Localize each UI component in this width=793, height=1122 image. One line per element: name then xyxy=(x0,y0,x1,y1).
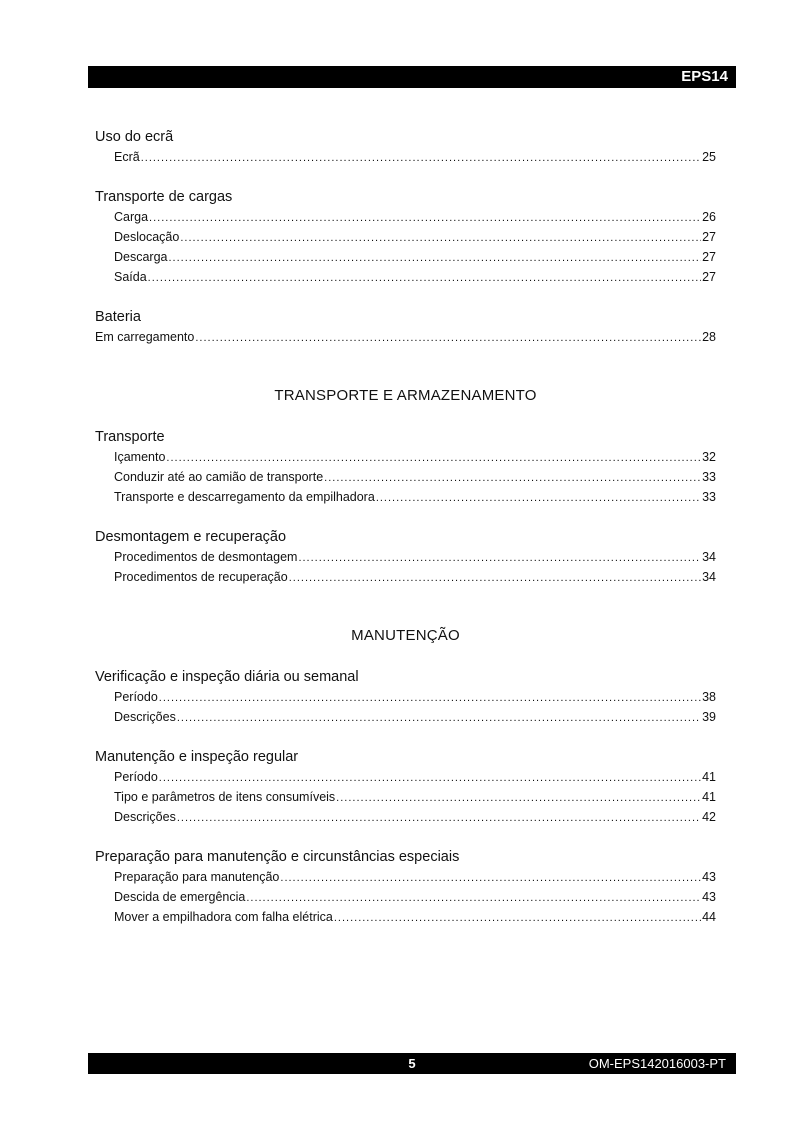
header-bar xyxy=(88,66,736,88)
toc-entry[interactable] xyxy=(114,909,716,926)
toc-entry[interactable] xyxy=(114,769,716,786)
toc-entry[interactable] xyxy=(114,209,716,226)
toc-entry[interactable] xyxy=(95,329,716,346)
toc-entry[interactable] xyxy=(114,569,716,586)
toc-entry-label: Mover a empilhadora com falha elétrica xyxy=(114,910,333,924)
toc-entry-label: Conduzir até ao camião de transporte xyxy=(114,470,324,484)
dot-leader xyxy=(149,210,701,226)
part-title: TRANSPORTE E ARMAZENAMENTO xyxy=(274,387,537,404)
toc-entry-label: Transporte e descarregamento da empilhadora xyxy=(114,490,375,504)
dot-leader xyxy=(177,710,701,726)
toc-entry-label: Saída xyxy=(114,270,147,284)
toc-entry-page: 38 xyxy=(702,690,716,704)
toc-entry-page: 41 xyxy=(702,790,716,804)
dot-leader xyxy=(166,450,701,466)
dot-leader xyxy=(180,230,701,246)
section-title: Transporte xyxy=(95,429,165,445)
toc-entry-page: 27 xyxy=(702,230,716,244)
toc-entry-label: Deslocação xyxy=(114,230,180,244)
dot-leader xyxy=(324,470,701,486)
toc-entry-label: Período xyxy=(114,770,158,784)
dot-leader xyxy=(289,570,701,586)
doc-reference: OM-EPS142016003-PT xyxy=(588,1056,726,1071)
dot-leader xyxy=(334,910,701,926)
section-title: Bateria xyxy=(95,309,141,325)
toc-entry-page: 28 xyxy=(702,330,716,344)
toc-entry-label: Descarga xyxy=(114,250,168,264)
toc-entry-page: 32 xyxy=(702,450,716,464)
toc-entry-label: Descrições xyxy=(114,810,176,824)
toc-entry-label: Preparação para manutenção xyxy=(114,870,280,884)
toc-entry[interactable] xyxy=(114,809,716,826)
toc-entry-page: 39 xyxy=(702,710,716,724)
toc-entry-page: 26 xyxy=(702,210,716,224)
toc-entry-page: 34 xyxy=(702,570,716,584)
toc-entry-label: Içamento xyxy=(114,450,166,464)
toc-entry-page: 42 xyxy=(702,810,716,824)
toc-entry-page: 33 xyxy=(702,490,716,504)
section-title: Desmontagem e recuperação xyxy=(95,529,287,545)
toc-entry[interactable] xyxy=(114,709,716,726)
dot-leader xyxy=(141,150,701,166)
toc-entry-page: 27 xyxy=(702,270,716,284)
section-title: Verificação e inspeção diária ou semanal xyxy=(95,669,359,685)
toc-entry-label: Período xyxy=(114,690,158,704)
toc-entry-label: Carga xyxy=(114,210,149,224)
section-title: Preparação para manutenção e circunstâncias especiais xyxy=(95,849,460,865)
doc-code: EPS14 xyxy=(681,68,728,85)
toc-entry[interactable] xyxy=(114,689,716,706)
footer-bar xyxy=(88,1053,736,1074)
toc-entry-page: 43 xyxy=(702,870,716,884)
dot-leader xyxy=(280,870,701,886)
toc-entry[interactable] xyxy=(114,549,716,566)
toc-entry-page: 43 xyxy=(702,890,716,904)
toc-entry-page: 25 xyxy=(702,150,716,164)
page-number: 5 xyxy=(408,1056,416,1071)
toc-entry-label: Descida de emergência xyxy=(114,890,246,904)
part-title: MANUTENÇÃO xyxy=(351,627,460,644)
toc-entry[interactable] xyxy=(114,449,716,466)
dot-leader xyxy=(195,330,701,346)
toc-entry-page: 44 xyxy=(702,910,716,924)
section-title: Uso do ecrã xyxy=(95,129,174,145)
dot-leader xyxy=(336,790,701,806)
toc-entry-label: Em carregamento xyxy=(95,330,195,344)
toc-entry-label: Procedimentos de recuperação xyxy=(114,570,288,584)
toc-entry[interactable] xyxy=(114,229,716,246)
toc-entry[interactable] xyxy=(114,789,716,806)
toc-entry-page: 41 xyxy=(702,770,716,784)
toc-entry-page: 34 xyxy=(702,550,716,564)
dot-leader xyxy=(169,250,702,266)
dot-leader xyxy=(376,490,701,506)
section-title: Manutenção e inspeção regular xyxy=(95,749,299,765)
toc-entry[interactable] xyxy=(114,249,716,266)
toc-entry[interactable] xyxy=(114,869,716,886)
toc-entry-label: Descrições xyxy=(114,710,176,724)
dot-leader xyxy=(148,270,701,286)
toc-entry-page: 33 xyxy=(702,470,716,484)
dot-leader xyxy=(177,810,701,826)
toc-entry[interactable] xyxy=(114,889,716,906)
toc-entry-label: Procedimentos de desmontagem xyxy=(114,550,298,564)
toc-entry[interactable] xyxy=(114,469,716,486)
dot-leader xyxy=(159,770,701,786)
toc-entry-page: 27 xyxy=(702,250,716,264)
dot-leader xyxy=(246,890,701,906)
section-title: Transporte de cargas xyxy=(95,189,233,205)
dot-leader xyxy=(159,690,701,706)
toc-entry-label: Tipo e parâmetros de itens consumíveis xyxy=(114,790,336,804)
toc-entry-label: Ecrã xyxy=(114,150,140,164)
toc-entry[interactable] xyxy=(114,489,716,506)
toc-entry[interactable] xyxy=(114,269,716,286)
toc-entry[interactable] xyxy=(114,149,716,166)
dot-leader xyxy=(298,550,701,566)
